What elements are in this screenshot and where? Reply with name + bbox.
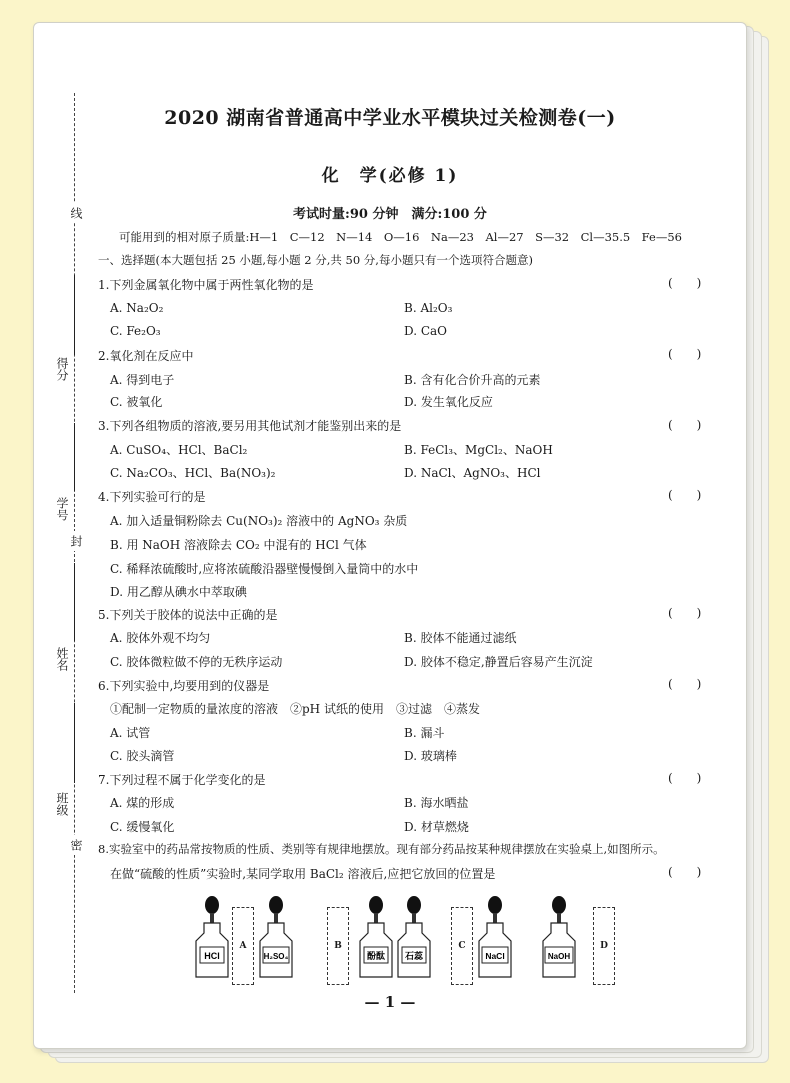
q7-option-d: D. 材草燃烧 [404,820,469,834]
bottle-label-6: NaOH [547,952,571,961]
q8-answer-paren: ( ) [668,865,702,879]
binding-label-xingming: 姓名 [54,643,71,675]
q5-option-d: D. 胶体不稳定,静置后容易产生沉淀 [404,655,593,669]
subject-title: 化 学(必修 1) [321,166,459,186]
binding-label-mi: 密 [68,835,85,855]
exam-title: 2020 湖南省普通高中学业水平模块过关检测卷(一) [164,107,616,129]
q2-answer-paren: ( ) [668,347,702,361]
q6-option-a: A. 试管 [110,726,151,740]
q7-option-a: A. 煤的形成 [110,796,175,810]
class-blank [74,703,75,783]
bottle-label-1: HCl [204,951,220,961]
q4-stem: 4.下列实验可行的是 [98,490,206,504]
q5-option-a: A. 胶体外观不均匀 [110,631,211,645]
reagent-bottle-4 [396,895,432,981]
bottle-label-4: 石蕊 [404,952,424,962]
q1-option-b: B. Al₂O₃ [404,301,453,315]
q2-option-c: C. 被氧化 [110,395,163,409]
q4-answer-paren: ( ) [668,488,702,502]
page-number: — 1 — [364,993,416,1011]
reagent-bottle-3 [358,895,394,981]
q2-option-d: D. 发生氧化反应 [404,395,493,409]
bottle-label-2: H₂SO₄ [263,952,289,961]
position-box-b: B [327,907,349,985]
q7-stem: 7.下列过程不属于化学变化的是 [98,773,266,787]
q7-answer-paren: ( ) [668,771,702,785]
score-blank [74,275,75,355]
q5-stem: 5.下列关于胶体的说法中正确的是 [98,608,278,622]
q8-stem: 8.实验室中的药品常按物质的性质、类别等有规律地摆放。现有部分药品按某种规律摆放在实验桌上,如图所示。 [98,842,665,856]
q4-option-d: D. 用乙醇从碘水中萃取碘 [110,585,247,599]
bottle-label-5: NaCl [485,951,505,961]
q1-answer-paren: ( ) [668,276,702,290]
position-box-d: D [593,907,615,985]
q6-answer-paren: ( ) [668,677,702,691]
q4-option-b: B. 用 NaOH 溶液除去 CO₂ 中混有的 HCl 气体 [110,538,367,552]
q3-option-c: C. Na₂CO₃、HCl、Ba(NO₃)₂ [110,466,276,480]
q6-stem: 6.下列实验中,均要用到的仪器是 [98,679,270,693]
q6-extra: ①配制一定物质的量浓度的溶液 ②pH 试纸的使用 ③过滤 ④蒸发 [110,702,480,716]
binding-label-xian: 线 [68,203,85,223]
q1-option-d: D. CaO [404,324,447,338]
q2-option-b: B. 含有化合价升高的元素 [404,373,541,387]
q8-stem-2: 在做“硫酸的性质”实验时,某同学取用 BaCl₂ 溶液后,应把它放回的位置是 [110,867,496,881]
reagent-bottle-6 [541,895,577,981]
q5-option-c: C. 胶体微粒做不停的无秩序运动 [110,655,283,669]
reagent-bottle-1 [194,895,230,981]
binding-label-xuehao: 学号 [54,493,71,525]
name-blank [74,563,75,641]
q5-answer-paren: ( ) [668,606,702,620]
q1-option-a: A. Na₂O₂ [110,301,164,315]
q3-option-d: D. NaCl、AgNO₃、HCl [404,466,541,480]
binding-label-feng: 封 [68,531,85,551]
q7-option-c: C. 缓慢氧化 [110,820,175,834]
q6-option-c: C. 胶头滴管 [110,749,175,763]
q1-stem: 1.下列金属氧化物中属于两性氧化物的是 [98,278,314,292]
position-box-a: A [232,907,254,985]
student-id-blank [74,423,75,491]
q1-option-c: C. Fe₂O₃ [110,324,161,338]
q3-stem: 3.下列各组物质的溶液,要另用其他试剂才能鉴别出来的是 [98,419,402,433]
reagent-bottle-2 [258,895,294,981]
q2-option-a: A. 得到电子 [110,373,175,387]
position-box-c: C [451,907,473,985]
atomic-masses: 可能用到的相对原子质量:H—1 C—12 N—14 O—16 Na—23 Al—27 S—32 Cl—35.5 Fe—56 [119,230,682,244]
q4-option-c: C. 稀释浓硫酸时,应将浓硫酸沿器壁慢慢倒入量筒中的水中 [110,562,419,576]
q6-option-b: B. 漏斗 [404,726,445,740]
q4-option-a: A. 加入适量铜粉除去 Cu(NO₃)₂ 溶液中的 AgNO₃ 杂质 [110,514,408,528]
binding-label-defen: 得分 [54,353,71,385]
q7-option-b: B. 海水晒盐 [404,796,469,810]
q3-option-a: A. CuSO₄、HCl、BaCl₂ [110,443,248,457]
q3-option-b: B. FeCl₃、MgCl₂、NaOH [404,443,553,457]
q5-option-b: B. 胶体不能通过滤纸 [404,631,517,645]
exam-info: 考试时量:90 分钟 满分:100 分 [293,207,487,222]
binding-label-banji: 班级 [54,788,71,820]
section-header: 一、选择题(本大题包括 25 小题,每小题 2 分,共 50 分,每小题只有一个选项符合题意) [98,253,533,267]
bottle-label-3: 酚酞 [366,952,386,962]
q3-answer-paren: ( ) [668,418,702,432]
q2-stem: 2.氧化剂在反应中 [98,349,194,363]
q6-option-d: D. 玻璃棒 [404,749,457,763]
exam-page [33,22,747,1049]
reagent-bottle-5 [477,895,513,981]
